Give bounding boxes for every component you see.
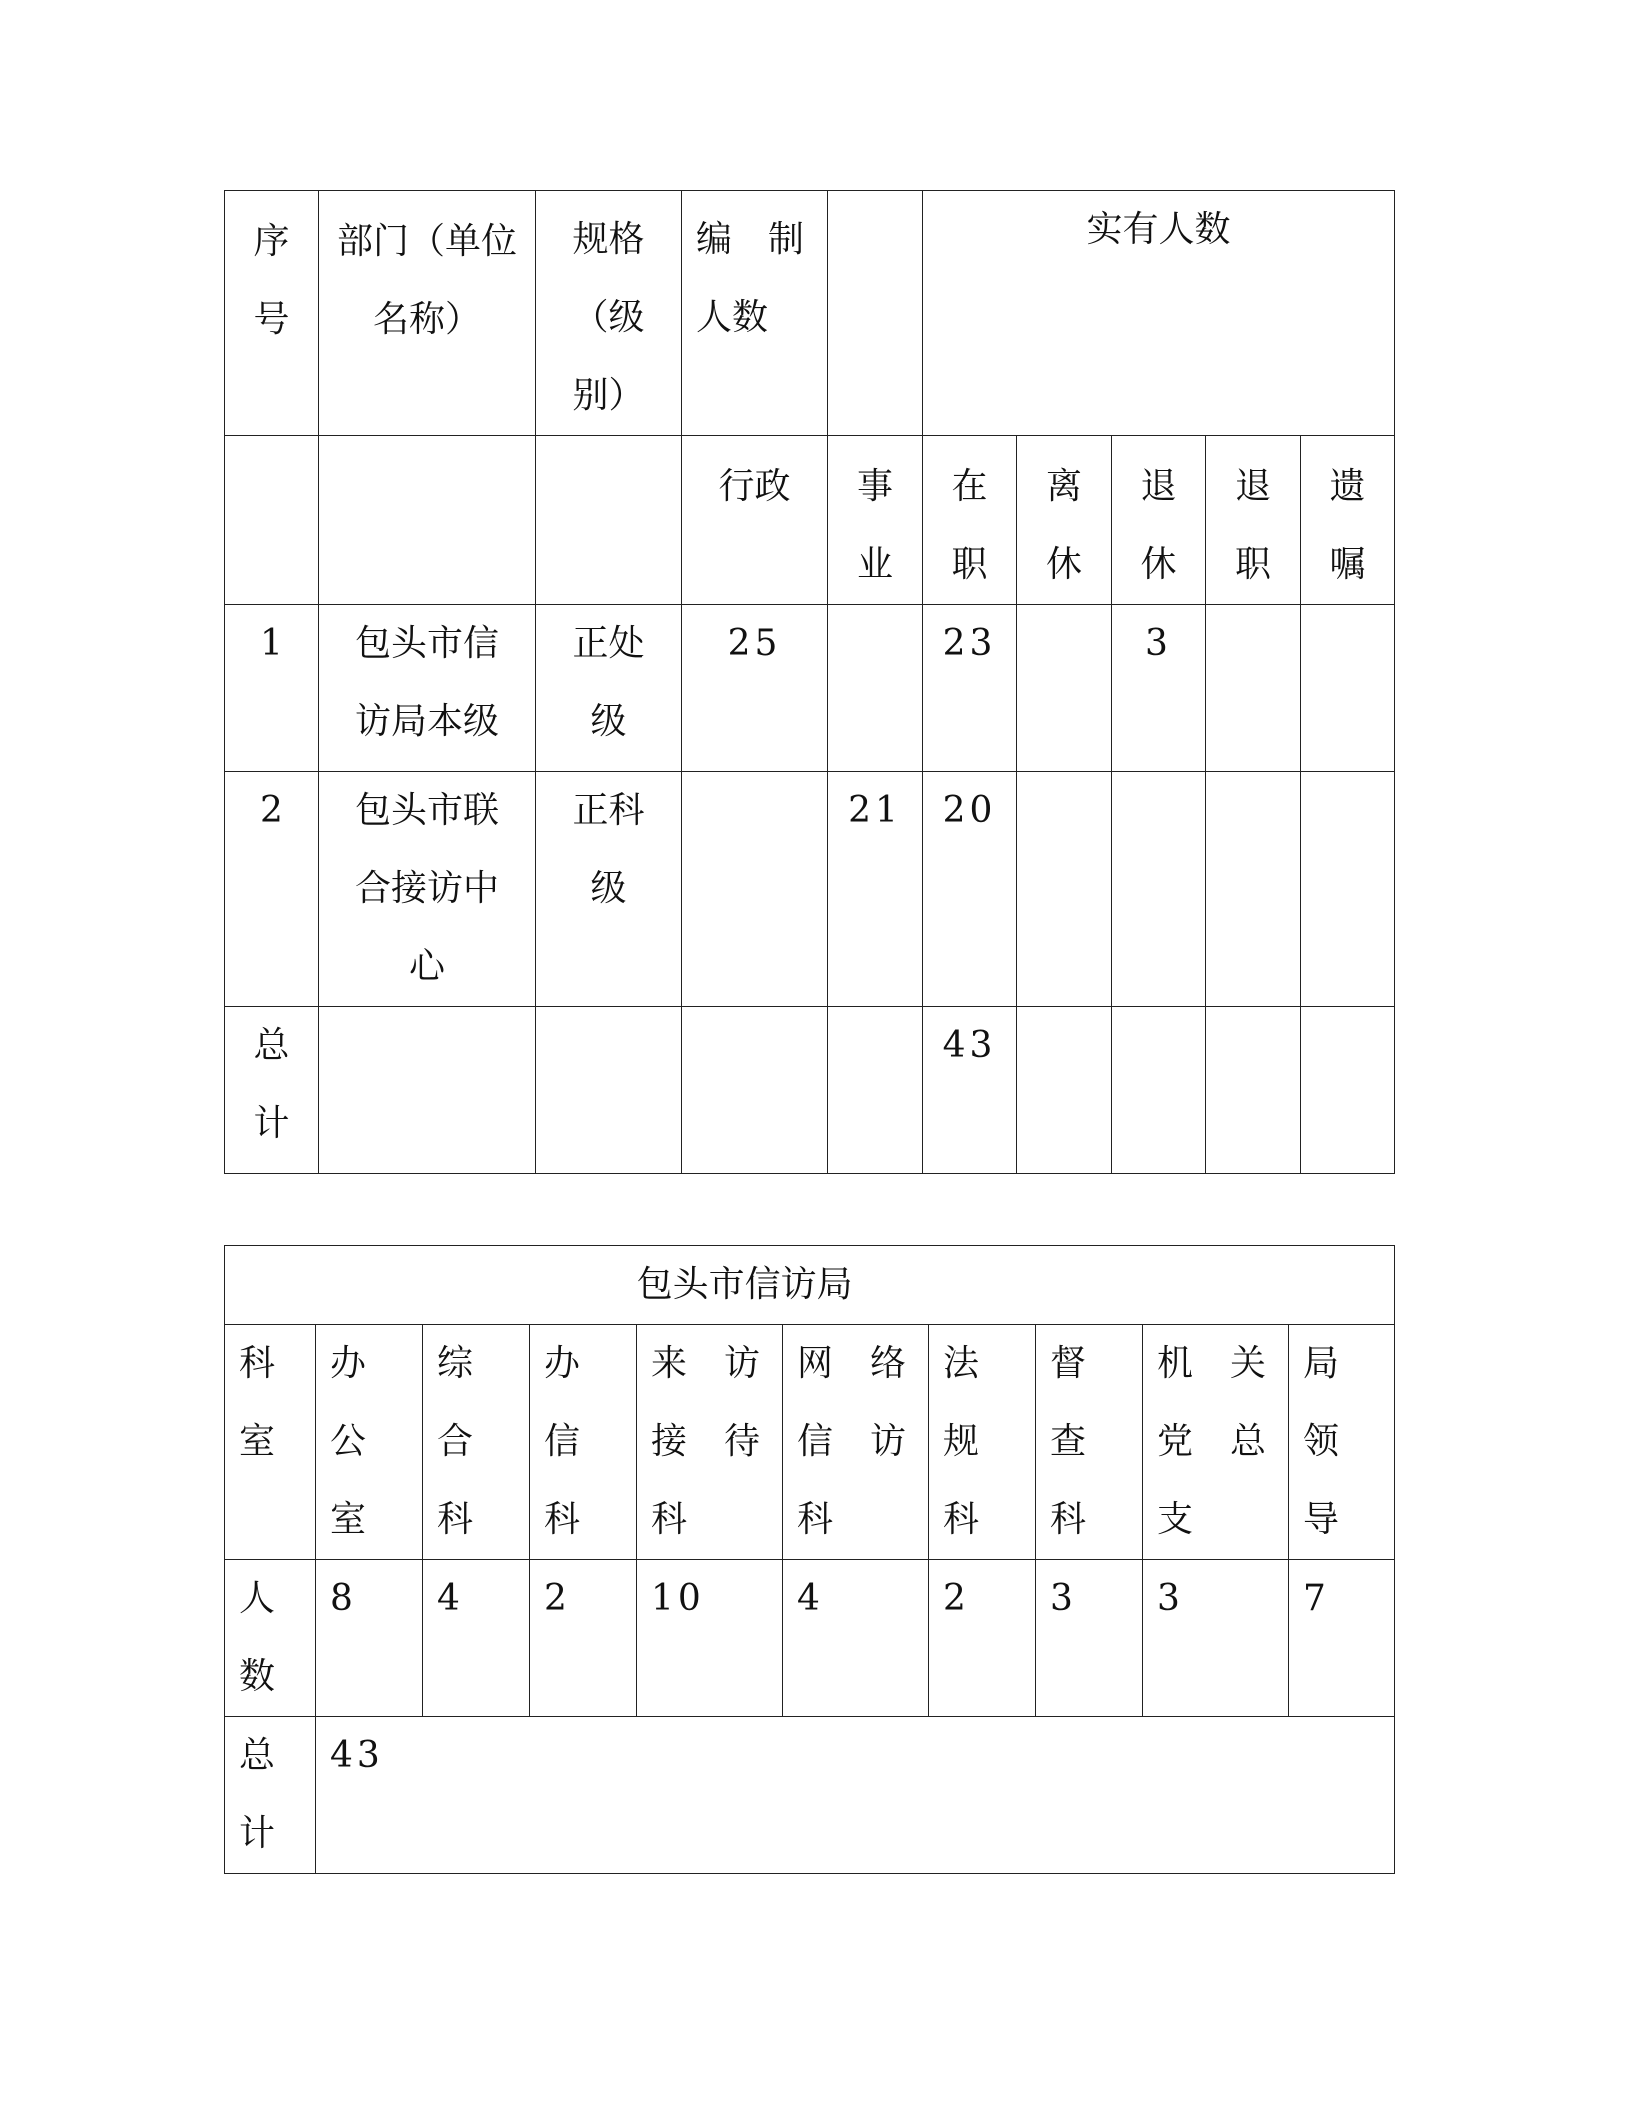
cell-lixiu xyxy=(1017,605,1112,772)
dept-cell xyxy=(637,1325,783,1560)
count-cell: 3 xyxy=(1143,1560,1289,1717)
dept-name-line xyxy=(637,1403,782,1481)
table1-total-row xyxy=(225,1007,1395,1174)
cell-onjob: 20 xyxy=(923,772,1017,1007)
dept-name-line xyxy=(1289,1403,1394,1481)
dept-cell xyxy=(530,1325,637,1560)
dept-name-char: 信 xyxy=(797,1421,834,1462)
dept-name-line xyxy=(530,1403,636,1481)
header-level: 规格 （级 别） xyxy=(536,191,682,436)
total-empty xyxy=(1112,1007,1206,1174)
subheader-service: 事 业 xyxy=(828,436,923,605)
dept-name-line xyxy=(783,1403,928,1481)
dept-name-char: 科 xyxy=(797,1499,834,1540)
table2-total-row xyxy=(225,1717,1395,1874)
dept-cell xyxy=(423,1325,530,1560)
dept-name-char: 科 xyxy=(943,1499,980,1540)
count-cell: 4 xyxy=(423,1560,530,1717)
cell-dept: 包头市联 合接访中 心 xyxy=(319,772,536,1007)
dept-name-char: 科 xyxy=(544,1499,581,1540)
dept-name-line xyxy=(1289,1325,1394,1403)
total-empty xyxy=(1017,1007,1112,1174)
dept-name-char: 总 xyxy=(1229,1421,1266,1462)
dept-name-char: 督 xyxy=(1050,1343,1087,1384)
dept-name-char: 导 xyxy=(1303,1499,1340,1540)
dept-name-line xyxy=(423,1481,529,1559)
dept-name-line xyxy=(316,1403,422,1481)
subheader-empty xyxy=(319,436,536,605)
dept-name-line xyxy=(1036,1481,1142,1559)
table2-title-row xyxy=(225,1246,1395,1325)
dept-name-char: 接 xyxy=(651,1421,688,1462)
cell-tuixiu xyxy=(1112,772,1206,1007)
dept-name-char: 综 xyxy=(437,1343,474,1384)
count-cell: 3 xyxy=(1036,1560,1143,1717)
cell-admin xyxy=(682,772,828,1007)
dept-name-char: 待 xyxy=(723,1421,760,1462)
staffing-table xyxy=(224,190,1395,1174)
subheader-admin: 行政 xyxy=(682,436,828,605)
subheader-lixiu: 离 休 xyxy=(1017,436,1112,605)
dept-name-char: 信 xyxy=(544,1421,581,1462)
count-cell: 4 xyxy=(783,1560,929,1717)
dept-cell xyxy=(1289,1325,1395,1560)
dept-name-char: 局 xyxy=(1303,1343,1340,1384)
count-cell: 2 xyxy=(929,1560,1036,1717)
dept-name-line xyxy=(637,1325,782,1403)
dept-name-char: 查 xyxy=(1050,1421,1087,1462)
dept-name-char: 法 xyxy=(943,1343,980,1384)
dept-name-char: 办 xyxy=(544,1343,581,1384)
dept-name-line xyxy=(1143,1481,1288,1559)
dept-name-line xyxy=(929,1403,1035,1481)
cell-service: 21 xyxy=(828,772,923,1007)
count-cell: 7 xyxy=(1289,1560,1395,1717)
dept-name-line xyxy=(1143,1325,1288,1403)
subheader-onjob: 在 职 xyxy=(923,436,1017,605)
dept-name-line xyxy=(1143,1403,1288,1481)
dept-name-char: 关 xyxy=(1229,1343,1266,1384)
header-dept: 部门（单位 名称） xyxy=(319,191,536,436)
dept-cell xyxy=(1036,1325,1143,1560)
dept-name-line xyxy=(929,1481,1035,1559)
cell-tuizhi xyxy=(1206,605,1301,772)
dept-name-line xyxy=(929,1325,1035,1403)
total-label: 总 计 xyxy=(225,1717,316,1874)
dept-cell xyxy=(316,1325,423,1560)
header-actual: 实有人数 xyxy=(923,191,1395,436)
cell-seq: 1 xyxy=(225,605,319,772)
dept-name-char: 访 xyxy=(869,1421,906,1462)
subheader-tuixiu: 退 休 xyxy=(1112,436,1206,605)
table2-title: 包头市信访局 xyxy=(225,1246,1395,1325)
dept-name-char: 室 xyxy=(330,1499,367,1540)
subheader-empty xyxy=(225,436,319,605)
total-value: 43 xyxy=(316,1717,1395,1874)
cell-lixiu xyxy=(1017,772,1112,1007)
subheader-tuizhi: 退 职 xyxy=(1206,436,1301,605)
header-seq: 序 号 xyxy=(225,191,319,436)
total-empty xyxy=(319,1007,536,1174)
cell-service xyxy=(828,605,923,772)
cell-seq: 2 xyxy=(225,772,319,1007)
dept-name-line xyxy=(783,1481,928,1559)
table2-dept-row xyxy=(225,1325,1395,1560)
total-empty xyxy=(536,1007,682,1174)
header-empty xyxy=(828,191,923,436)
dept-name-char: 网 xyxy=(797,1343,834,1384)
cell-onjob: 23 xyxy=(923,605,1017,772)
dept-name-line xyxy=(423,1403,529,1481)
count-cell: 8 xyxy=(316,1560,423,1717)
dept-name-line xyxy=(316,1325,422,1403)
dept-name-char: 办 xyxy=(330,1343,367,1384)
table1-header-row xyxy=(225,191,1395,436)
cell-yizhu xyxy=(1301,772,1395,1007)
cell-dept: 包头市信 访局本级 xyxy=(319,605,536,772)
cell-admin: 25 xyxy=(682,605,828,772)
subheader-empty xyxy=(536,436,682,605)
dept-name-line xyxy=(1036,1403,1142,1481)
cell-yizhu xyxy=(1301,605,1395,772)
cell-tuixiu: 3 xyxy=(1112,605,1206,772)
dept-name-char: 科 xyxy=(651,1499,688,1540)
dept-name-line xyxy=(1289,1481,1394,1559)
dept-cell xyxy=(929,1325,1036,1560)
cell-tuizhi xyxy=(1206,772,1301,1007)
dept-name-char: 科 xyxy=(437,1499,474,1540)
total-empty xyxy=(828,1007,923,1174)
dept-name-char: 党 xyxy=(1157,1421,1194,1462)
dept-name-char: 来 xyxy=(651,1343,688,1384)
dept-name-line xyxy=(783,1325,928,1403)
total-empty xyxy=(682,1007,828,1174)
table-row xyxy=(225,772,1395,1007)
dept-name-line xyxy=(530,1325,636,1403)
subheader-yizhu: 遗 嘱 xyxy=(1301,436,1395,605)
dept-cell xyxy=(783,1325,929,1560)
total-empty xyxy=(1206,1007,1301,1174)
row-label-count: 人 数 xyxy=(225,1560,316,1717)
table2-count-row xyxy=(225,1560,1395,1717)
total-onjob: 43 xyxy=(923,1007,1017,1174)
dept-name-char: 访 xyxy=(723,1343,760,1384)
dept-name-char: 支 xyxy=(1157,1499,1194,1540)
dept-name-char: 合 xyxy=(437,1421,474,1462)
dept-name-line xyxy=(530,1481,636,1559)
count-cell: 10 xyxy=(637,1560,783,1717)
row-label-dept: 科 室 xyxy=(225,1325,316,1560)
dept-name-char: 规 xyxy=(943,1421,980,1462)
total-label: 总 计 xyxy=(225,1007,319,1174)
department-staff-table xyxy=(224,1245,1395,1874)
dept-name-line xyxy=(423,1325,529,1403)
count-cell: 2 xyxy=(530,1560,637,1717)
dept-name-char: 领 xyxy=(1303,1421,1340,1462)
header-quota: 编 制 人数 xyxy=(682,191,828,436)
cell-level: 正处 级 xyxy=(536,605,682,772)
dept-name-line xyxy=(1036,1325,1142,1403)
table-row xyxy=(225,605,1395,772)
cell-level: 正科 级 xyxy=(536,772,682,1007)
dept-name-line xyxy=(637,1481,782,1559)
dept-name-char: 机 xyxy=(1157,1343,1194,1384)
total-empty xyxy=(1301,1007,1395,1174)
dept-name-char: 科 xyxy=(1050,1499,1087,1540)
table1-subheader-row xyxy=(225,436,1395,605)
dept-name-line xyxy=(316,1481,422,1559)
dept-name-char: 络 xyxy=(869,1343,906,1384)
dept-name-char: 公 xyxy=(330,1421,367,1462)
dept-cell xyxy=(1143,1325,1289,1560)
